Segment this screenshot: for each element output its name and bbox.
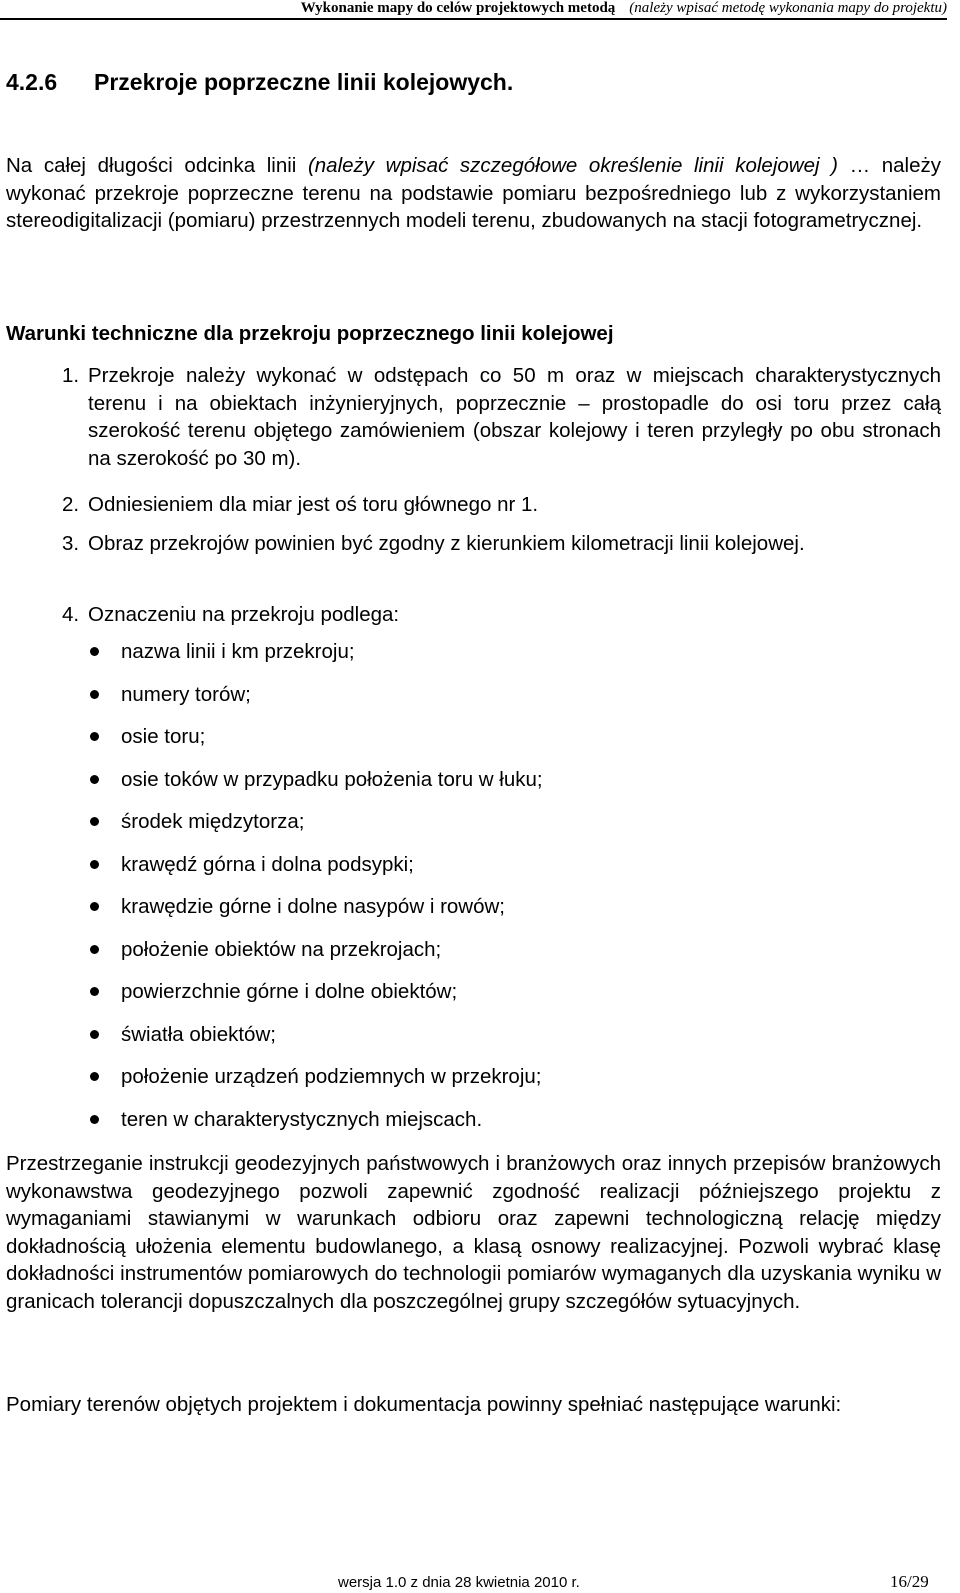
numbered-item-number: 2.: [62, 493, 80, 516]
numbered-item: [62, 530, 941, 558]
bullet-icon: [90, 860, 99, 869]
paragraph-conditions: Pomiary terenów objętych projektem i dokumentacja powinny spełniać następujące warunki:: [6, 1393, 842, 1416]
bullet-text: światła obiektów;: [121, 1022, 276, 1046]
intro-text-italic: (należy wpisać szczegółowe określenie linii kolejowej ): [307, 154, 838, 177]
section-number: 4.2.6: [6, 69, 58, 95]
bullet-text: położenie urządzeń podziemnych w przekroju;: [121, 1065, 542, 1088]
numbered-item-number: 1.: [62, 364, 80, 387]
bullet-icon: [90, 945, 99, 954]
bullet-text: powierzchnie górne i dolne obiektów;: [121, 980, 458, 1003]
running-header: [0, 0, 947, 20]
bullet-icon: [90, 1072, 99, 1081]
numbered-item-text: Przekroje należy wykonać w odstępach co 50 m oraz w miejscach charakterystycznych terenu i na obiektach inżynieryjnych, poprzecznie – prostopadle do osi toru przez całą szerokość terenu objętego zamówieniem (obszar kolejowy i teren przyległy po obu stronach na szerokość po 30 m).: [88, 364, 941, 470]
page-number: 16/29: [890, 1572, 929, 1591]
bullet-text: krawędzie górne i dolne nasypów i rowów;: [121, 895, 506, 918]
bullet-icon: [90, 987, 99, 996]
numbered-item-text: Oznaczeniu na przekroju podlega:: [88, 603, 400, 626]
bullet-icon: [90, 1030, 99, 1039]
intro-text-after: … należy wykonać przekroje poprzeczne terenu na podstawie pomiaru bezpośredniego lub z wykorzystaniem stereodigitalizacji (pomiaru) przestrzennych modeli terenu, zbudowanych na stacji fotogrametrycznej.: [6, 154, 941, 232]
section-title: Przekroje poprzeczne linii kolejowych.: [94, 69, 514, 95]
numbered-item-number: 3.: [62, 532, 80, 555]
bullet-icon: [90, 902, 99, 911]
bullet-text: nazwa linii i km przekroju;: [121, 640, 355, 663]
bullet-text: numery torów;: [121, 682, 251, 706]
numbered-item: [62, 362, 941, 472]
intro-text-before: Na całej długości odcinka linii: [6, 154, 308, 177]
bullet-text: krawędź górna i dolna podsypki;: [121, 852, 414, 876]
bullet-icon: [90, 1115, 99, 1124]
bullet-text: położenie obiektów na przekrojach;: [121, 937, 442, 961]
footer-version: wersja 1.0 z dnia 28 kwietnia 2010 r.: [338, 1574, 580, 1591]
bullet-icon: [90, 775, 99, 784]
numbered-item-text: Odniesieniem dla miar jest oś toru głównego nr 1.: [88, 493, 539, 516]
bullet-text: teren w charakterystycznych miejscach.: [121, 1107, 483, 1131]
intro-paragraph: [6, 152, 941, 235]
section-heading: [6, 68, 513, 96]
numbered-item-text: Obraz przekrojów powinien być zgodny z kierunkiem kilometracji linii kolejowej.: [88, 532, 805, 555]
numbered-item: [62, 491, 941, 519]
bullet-text: osie toru;: [121, 725, 206, 748]
subheading: Warunki techniczne dla przekroju poprzecznego linii kolejowej: [6, 322, 614, 345]
paragraph-regulations: Przestrzeganie instrukcji geodezyjnych państwowych i branżowych oraz innych przepisów branżowych wykonawstwa geodezyjnego pozwoli zapewnić zgodność realizacji późniejszego projektu z wymaganiami stawianymi w warunkach odbioru oraz zapewni technologiczną relację między dokładnością ułożenia elementu budowlanego, a klasą osnowy realizacyjnej. Pozwoli wybrać klasę dokładności instrumentów pomiarowych do technologii pomiarów wymaganych dla uzyskania wyniku w granicach tolerancji dopuszczalnych dla poszczególnej grupy szczegółów sytuacyjnych.: [6, 1152, 941, 1313]
bullet-icon: [90, 732, 99, 741]
bullet-icon: [90, 690, 99, 699]
bullet-icon: [90, 647, 99, 656]
header-title: Wykonanie mapy do celów projektowych metodą: [300, 0, 616, 16]
numbered-item-number: 4.: [62, 603, 80, 626]
header-subtitle: (należy wpisać metodę wykonania mapy do projektu): [629, 0, 947, 16]
bullet-text: środek międzytorza;: [121, 810, 305, 833]
bullet-icon: [90, 817, 99, 826]
numbered-item: [62, 601, 941, 629]
bullet-text: osie toków w przypadku położenia toru w łuku;: [121, 767, 543, 791]
